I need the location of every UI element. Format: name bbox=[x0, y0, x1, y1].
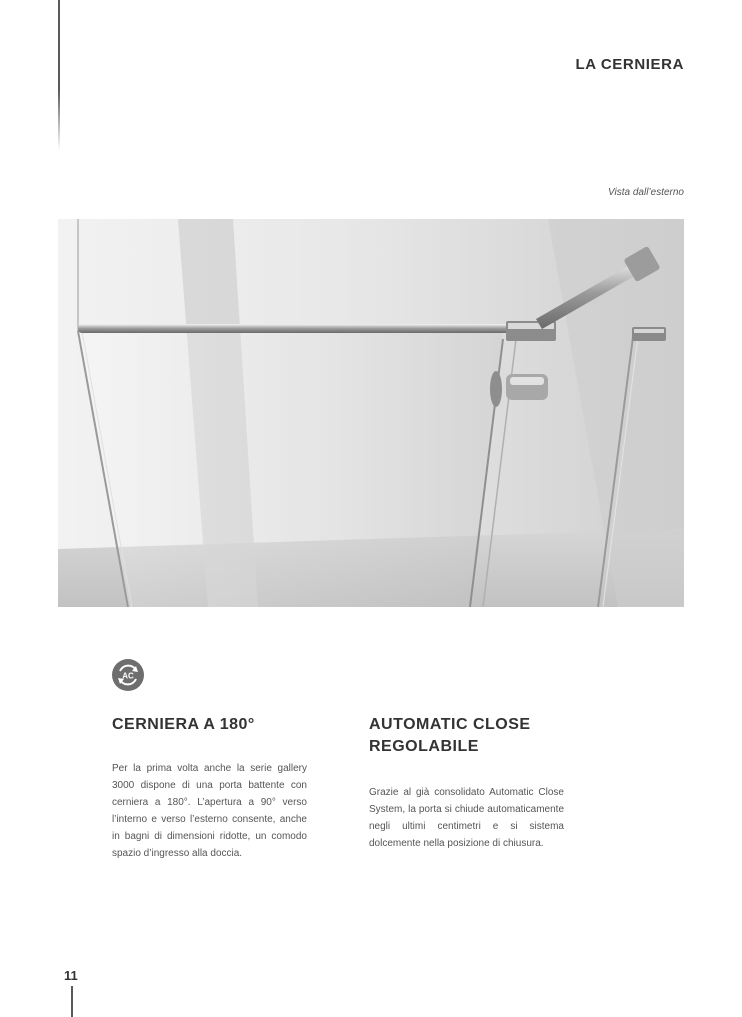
hinge-180-title: CERNIERA A 180° bbox=[112, 716, 255, 733]
page-number: 11 bbox=[64, 968, 78, 983]
automatic-close-icon-label: AC bbox=[122, 671, 134, 681]
hinge-180-description: Per la prima volta anche la serie gallery 3000 dispone di una porta battente con cerniera a 180°. L’apertura a 90° verso l’interno e verso l’esterno consente, anche in bagni di dimensioni ridotte, un comodo spazio d’ingresso alla doccia. bbox=[112, 763, 307, 859]
shower-hinge-illustration bbox=[58, 219, 684, 607]
top-vertical-rule bbox=[58, 0, 60, 150]
automatic-close-title: AUTOMATIC CLOSE REGOLABILE bbox=[369, 716, 531, 755]
section-title: LA CERNIERA bbox=[575, 56, 684, 73]
automatic-close-description: Grazie al già consolidato Automatic Close System, la porta si chiude automaticamente negli ultimi centimetri e si sistema dolcemente nella posizione di chiusura. bbox=[369, 787, 564, 849]
shower-hinge-photo bbox=[58, 219, 684, 607]
automatic-close-icon bbox=[112, 659, 144, 691]
image-caption: Vista dall’esterno bbox=[608, 187, 684, 198]
bottom-vertical-rule bbox=[71, 986, 73, 1017]
